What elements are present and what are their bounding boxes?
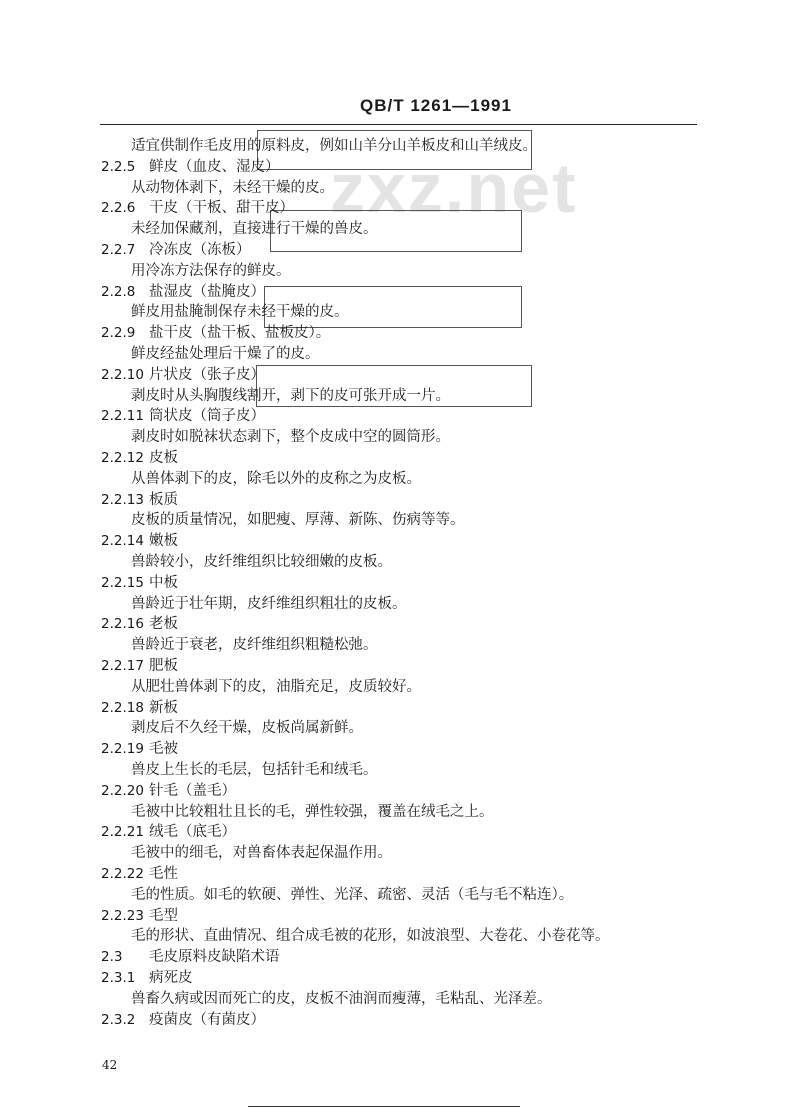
term-definition: 鲜皮经盐处理后干燥了的皮。 [131, 346, 320, 362]
term-heading [101, 324, 330, 342]
term-name: 毛皮原料皮缺陷术语 [149, 949, 280, 966]
term-name: 针毛（盖毛） [149, 782, 236, 799]
term-definition: 兽皮上生长的毛层，包括针毛和绒毛。 [131, 762, 378, 778]
term-name: 盐干皮（盐干板、盐板皮）。 [149, 325, 331, 342]
term-heading [101, 158, 280, 176]
clause-number: 2.3 [101, 949, 123, 966]
term-heading [101, 366, 265, 384]
clause-number: 2.2.7 [101, 242, 136, 258]
term-heading [101, 574, 178, 592]
clause-number: 2.2.19 [101, 741, 144, 758]
term-definition: 毛的性质。如毛的软硬、弹性、光泽、疏密、灵活（毛与毛不粘连）。 [131, 886, 574, 903]
term-definition: 毛被中的细毛，对兽畜体表起保温作用。 [131, 845, 392, 862]
term-heading [101, 740, 178, 758]
term-heading [101, 449, 178, 467]
term-definition: 毛的形状、直曲情况、组合成毛被的花形，如波浪型、大卷花、小卷花等。 [131, 928, 610, 945]
term-heading [101, 657, 178, 675]
term-heading [101, 699, 178, 717]
page-header: QB/T 1261—1991 [360, 96, 512, 115]
term-heading [101, 948, 280, 966]
term-name: 疫菌皮（有菌皮） [149, 1011, 265, 1028]
clause-number: 2.2.11 [101, 408, 144, 425]
term-name: 鲜皮（血皮、湿皮） [149, 158, 280, 175]
clause-number: 2.2.18 [101, 699, 144, 716]
clause-number: 2.2.8 [101, 283, 136, 300]
term-heading [101, 865, 178, 883]
term-name: 毛型 [149, 907, 178, 924]
term-definition: 兽龄较小，皮纤维组织比较细嫩的皮板。 [131, 554, 392, 570]
term-heading [101, 491, 178, 509]
term-name: 老板 [149, 616, 178, 633]
term-name: 板质 [149, 491, 178, 508]
term-definition: 从肥壮兽体剥下的皮，油脂充足，皮质较好。 [131, 678, 421, 695]
term-name: 病死皮 [149, 970, 193, 986]
term-name: 毛性 [149, 866, 178, 882]
footer-rule [248, 1106, 520, 1107]
term-definition: 皮板的质量情况，如肥瘦、厚薄、新陈、伤病等等。 [131, 512, 465, 529]
term-definition: 兽龄近于衰老，皮纤维组织粗糙松弛。 [131, 637, 378, 654]
term-definition: 用冷冻方法保存的鲜皮。 [131, 262, 291, 279]
term-definition: 剥皮后不久经干燥，皮板尚属新鲜。 [131, 720, 363, 737]
clause-number: 2.2.21 [101, 824, 144, 841]
header-rule [100, 124, 697, 125]
term-definition: 毛被中比较粗壮且长的毛，弹性较强，覆盖在绒毛之上。 [131, 803, 494, 820]
term-definition: 兽龄近于壮年期，皮纤维组织粗壮的皮板。 [131, 595, 407, 612]
clause-number: 2.2.13 [101, 491, 144, 508]
term-heading [101, 1011, 265, 1029]
term-name: 片状皮（张子皮） [149, 366, 265, 383]
clause-number: 2.2.23 [101, 907, 144, 924]
term-definition: 从兽体剥下的皮，除毛以外的皮称之为皮板。 [131, 470, 421, 487]
term-heading [101, 532, 178, 550]
term-heading [101, 823, 236, 841]
clause-number: 2.2.17 [101, 658, 144, 674]
term-heading [101, 907, 178, 925]
term-name: 肥板 [149, 658, 178, 674]
term-name: 新板 [149, 699, 178, 716]
term-name: 盐湿皮（盐腌皮） [149, 283, 265, 300]
term-heading [101, 969, 193, 987]
term-heading [101, 283, 265, 301]
term-definition: 兽畜久病或因而死亡的皮，皮板不油润而瘦薄，毛粘乱、光泽差。 [131, 990, 552, 1007]
clause-number: 2.2.5 [101, 158, 136, 175]
clause-number: 2.2.9 [101, 325, 136, 342]
term-definition: 剥皮时从头胸腹线割开，剥下的皮可张开成一片。 [131, 387, 450, 404]
page-number: 42 [102, 1058, 118, 1072]
clause-number: 2.2.16 [101, 616, 144, 633]
clause-number: 2.2.10 [101, 366, 144, 383]
term-definition: 鲜皮用盐腌制保存未经干燥的皮。 [131, 304, 349, 321]
clause-number: 2.2.6 [101, 200, 136, 217]
clause-number: 2.2.15 [101, 574, 144, 591]
term-name: 毛被 [149, 741, 178, 758]
term-heading [101, 407, 265, 425]
term-heading [101, 199, 294, 217]
clause-number: 2.2.22 [101, 866, 144, 882]
term-definition: 适宜供制作毛皮用的原料皮，例如山羊分山羊板皮和山羊绒皮。 [131, 138, 537, 154]
clause-number: 2.3.1 [101, 970, 136, 986]
term-definition: 未经加保藏剂，直接进行干燥的兽皮。 [131, 221, 378, 238]
term-heading [101, 615, 178, 633]
watermark: zxz.net [330, 149, 578, 227]
clause-number: 2.2.12 [101, 450, 144, 466]
term-name: 干皮（干板、甜干皮） [149, 200, 294, 217]
term-definition: 从动物体剥下，未经干燥的皮。 [131, 179, 334, 196]
term-name: 筒状皮（筒子皮） [149, 408, 265, 425]
term-name: 皮板 [149, 450, 178, 466]
term-heading [101, 241, 251, 259]
term-name: 中板 [149, 574, 178, 591]
term-name: 嫩板 [149, 533, 178, 550]
clause-number: 2.2.14 [101, 533, 144, 550]
term-name: 绒毛（底毛） [149, 824, 236, 841]
clause-number: 2.3.2 [101, 1011, 136, 1028]
clause-number: 2.2.20 [101, 782, 144, 799]
term-name: 冷冻皮（冻板） [149, 242, 251, 258]
term-heading [101, 782, 236, 800]
term-definition: 剥皮时如脱袜状态剥下，整个皮成中空的圆筒形。 [131, 429, 450, 446]
